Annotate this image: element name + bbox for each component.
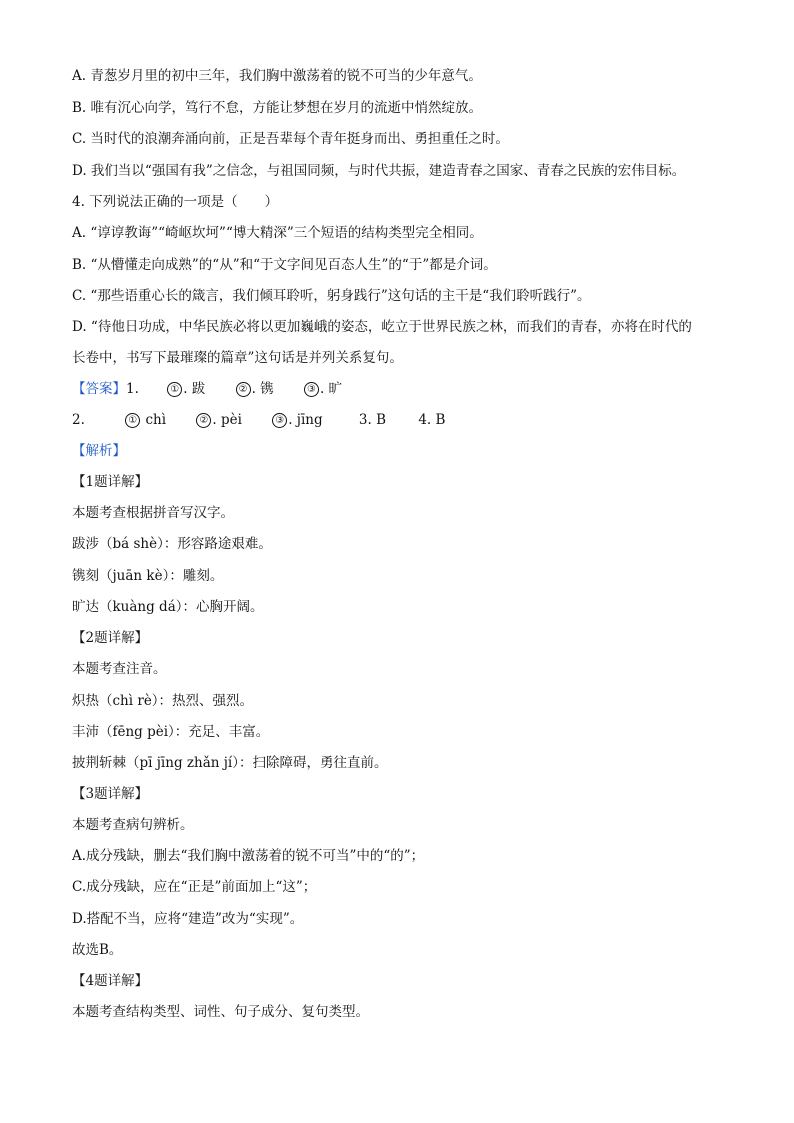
circled-number-icon: ② xyxy=(236,382,251,397)
analysis-text: 本题考查病句辨析。 xyxy=(72,817,194,833)
analysis-text: A.成分残缺，删去“我们胸中激荡着的锐不可当”中的“的”； xyxy=(72,848,425,864)
option-a-text: A. 青葱岁月里的初中三年，我们胸中激荡着的锐不可当的少年意气。 xyxy=(72,68,482,84)
circled-number-icon: ① xyxy=(167,382,182,397)
analysis-text: 本题考查根据拼音写汉字。 xyxy=(72,505,234,521)
analysis-text: 本题考查注音。 xyxy=(72,661,167,677)
answer-tag: 【答案】 xyxy=(72,381,126,397)
section-heading-2: 【2题详解】 xyxy=(72,630,149,646)
analysis-text: 镌刻（juān kè）：雕刻。 xyxy=(72,568,224,584)
answer-line-1 xyxy=(72,380,724,398)
answer-q2-item: ② . pèi xyxy=(196,411,242,429)
analysis-text: 本题考查结构类型、词性、句子成分、复句类型。 xyxy=(72,1004,369,1020)
answer-q2-item: ③ . jīng xyxy=(272,411,322,429)
q4-option-d-continued: 长卷中，书写下最璀璨的篇章”这句话是并列关系复句。 xyxy=(72,350,403,366)
answer-q1-item: ③ . 旷 xyxy=(304,380,342,398)
analysis-text: 故选B。 xyxy=(72,942,123,958)
analysis-text: 旷达（kuàng dá）：心胸开阔。 xyxy=(72,599,264,615)
answer-q1-item: ① . 跋 xyxy=(167,380,205,398)
analysis-text: 披荆斩棘（pī jīng zhǎn jí）：扫除障碍，勇往直前。 xyxy=(72,755,388,771)
circled-number-icon: ③ xyxy=(272,413,287,428)
circled-number-icon: ③ xyxy=(304,382,319,397)
answer-q3: 3. B xyxy=(358,412,387,428)
section-heading-4: 【4题详解】 xyxy=(72,973,149,989)
analysis-text: 炽热（chì rè）：热烈、强烈。 xyxy=(72,693,254,709)
answer-q1-item: ② . 镌 xyxy=(236,380,274,398)
circled-number-icon: ② xyxy=(196,413,211,428)
option-d-text: D. 我们当以“强国有我”之信念，与祖国同频，与时代共振，建造青春之国家、青春之民族的宏伟目标。 xyxy=(72,163,686,179)
answer-q4: 4. B xyxy=(418,412,446,428)
question-4-stem: 4. 下列说法正确的一项是（ ） xyxy=(72,194,279,210)
q4-option-c: C. “那些语重心长的箴言，我们倾耳聆听，躬身践行”这句话的主干是“我们聆听践行”。 xyxy=(72,288,591,304)
analysis-text: C.成分残缺，应在“正是”前面加上“这”； xyxy=(72,879,317,895)
analysis-text: 跋涉（bá shè）：形容路途艰难。 xyxy=(72,536,272,552)
circled-number-icon: ① xyxy=(125,413,140,428)
answer-q2-number: 2. xyxy=(72,412,85,428)
section-heading-1: 【1题详解】 xyxy=(72,474,149,490)
analysis-text: D.搭配不当，应将“建造”改为“实现”。 xyxy=(72,911,304,927)
q4-option-d: D. “待他日功成，中华民族必将以更加巍峨的姿态，屹立于世界民族之林，而我们的青春，亦将在时代的 xyxy=(72,319,692,335)
analysis-tag: 【解析】 xyxy=(72,443,126,459)
option-c-text: C. 当时代的浪潮奔涌向前，正是吾辈每个青年挺身而出、勇担重任之时。 xyxy=(72,131,509,147)
section-heading-3: 【3题详解】 xyxy=(72,786,149,802)
q4-option-b: B. “从懵懂走向成熟”的“从”和“于文字间见百态人生”的“于”都是介词。 xyxy=(72,257,497,273)
q4-option-a: A. “谆谆教诲”“崎岖坎坷”“博大精深”三个短语的结构类型完全相同。 xyxy=(72,225,483,241)
analysis-text: 丰沛（fēng pèi）：充足、丰富。 xyxy=(72,724,270,740)
answer-line-2 xyxy=(72,411,724,429)
answer-q1-number: 1. xyxy=(126,381,139,397)
answer-q2-item: ① chì xyxy=(125,411,166,429)
option-b-text: B. 唯有沉心向学，笃行不怠，方能让梦想在岁月的流逝中悄然绽放。 xyxy=(72,100,483,116)
